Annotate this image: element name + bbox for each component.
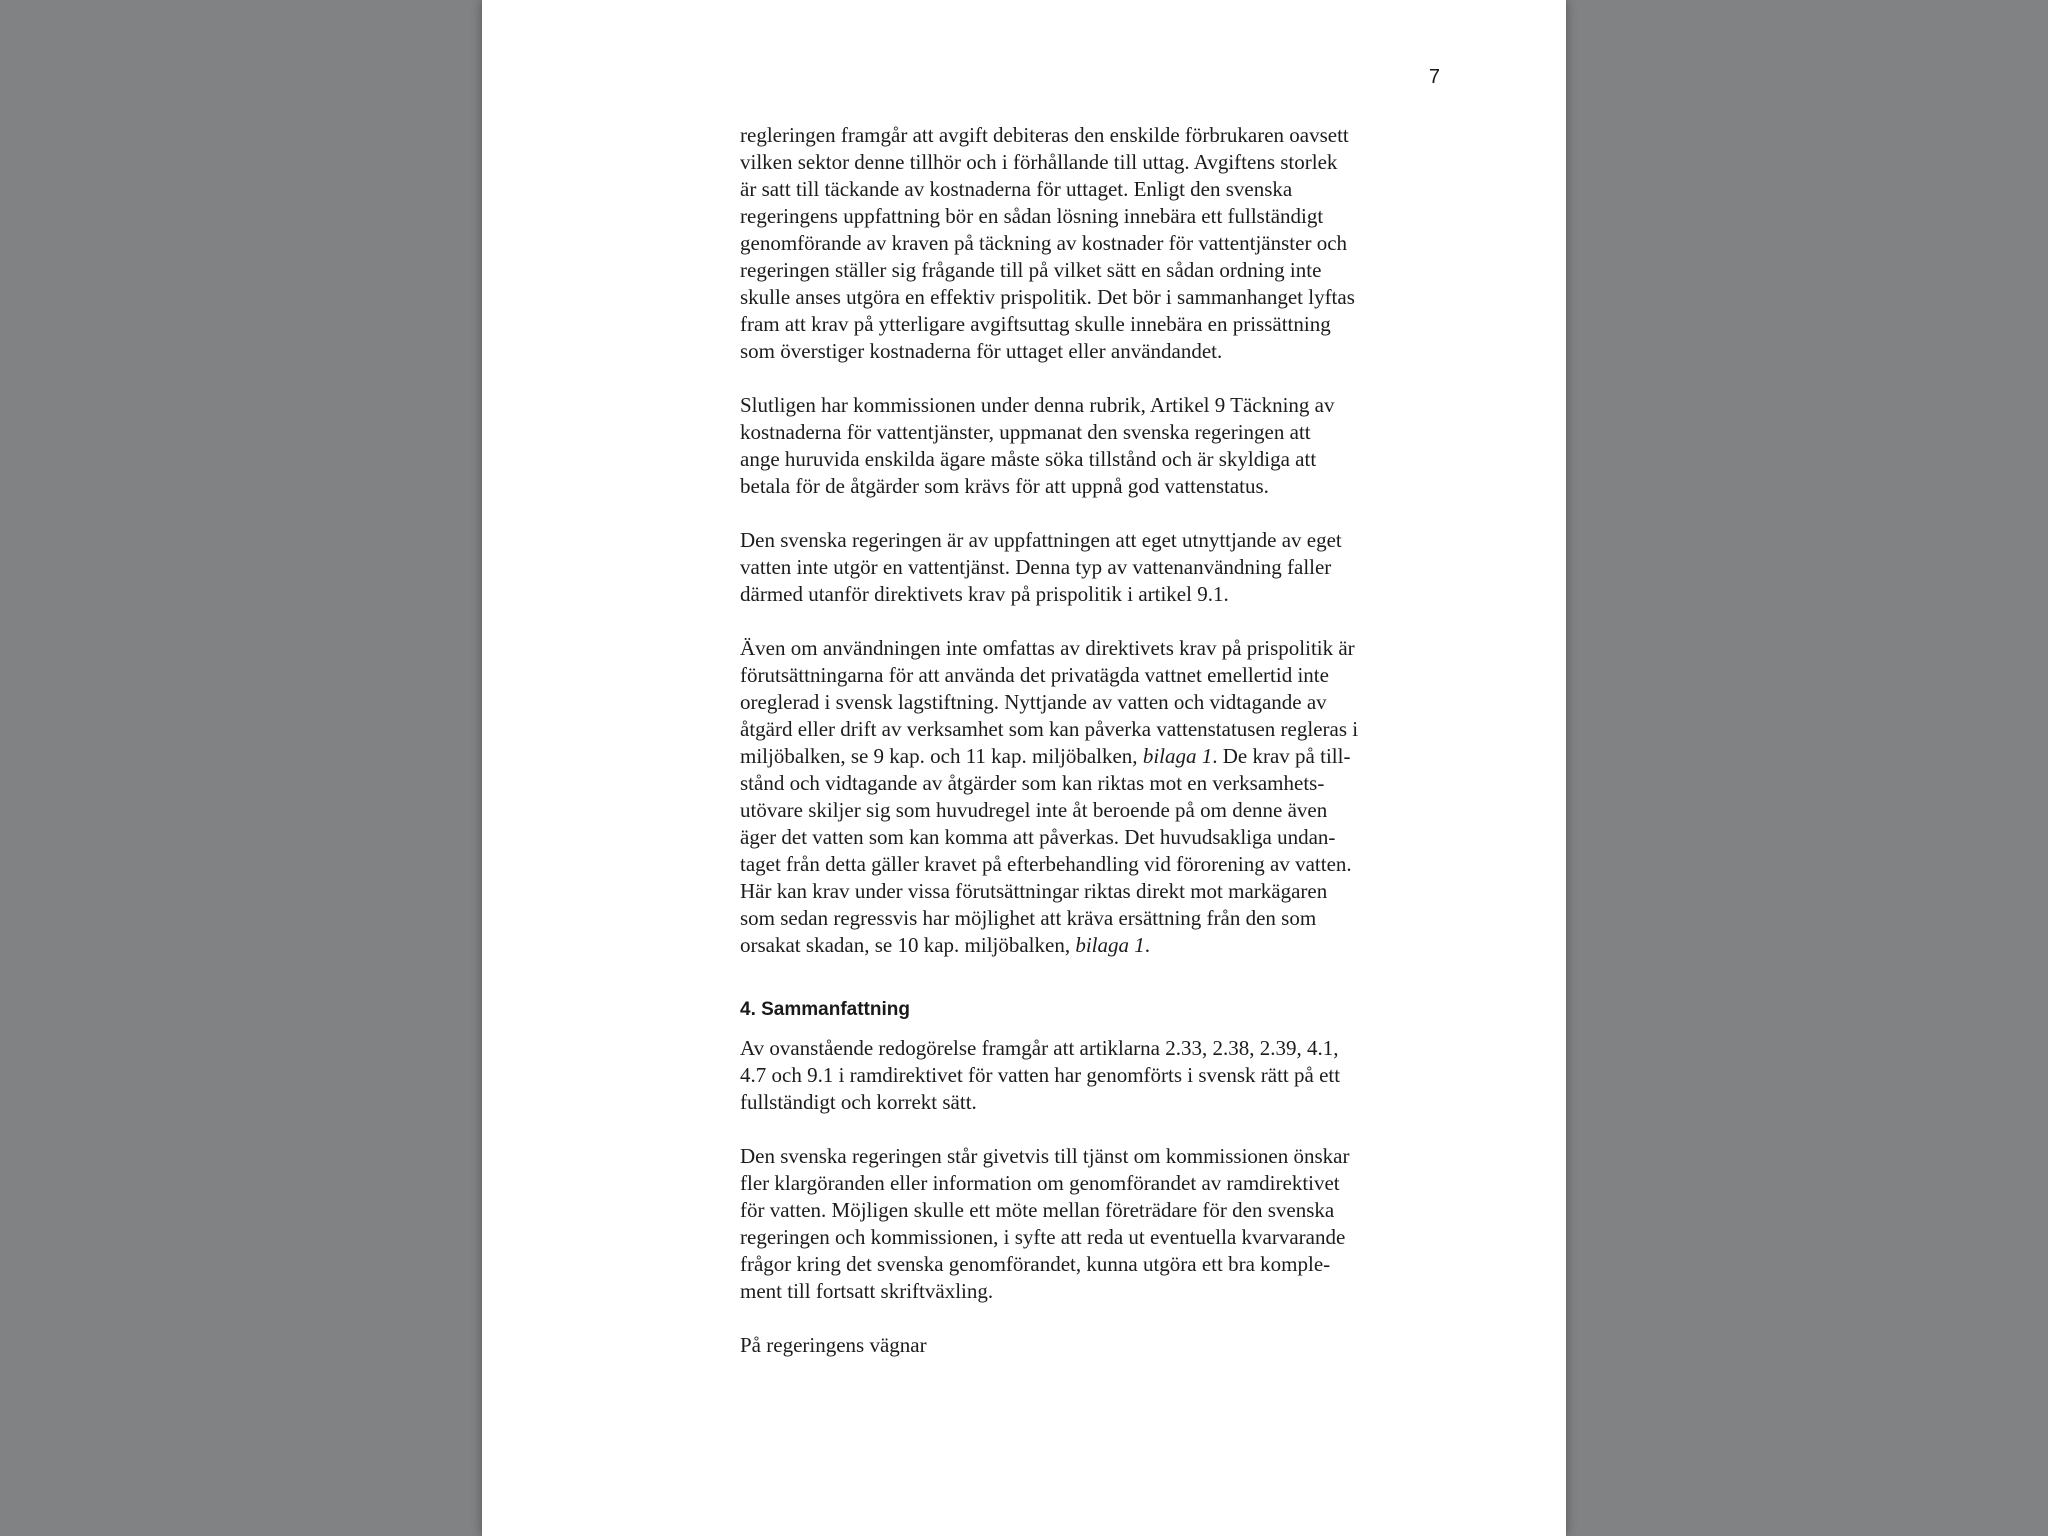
text-line: förutsättningarna för att använda det privatägda vattnet emellertid inte [740, 663, 1329, 687]
text-line: Slutligen har kommissionen under denna rubrik, Artikel 9 Täckning av [740, 393, 1335, 417]
text-fragment: . [1144, 933, 1151, 957]
text-line: oreglerad i svensk lagstiftning. Nyttjande av vatten och vidtagande av [740, 690, 1327, 714]
page-number: 7 [1428, 66, 1440, 88]
text-line: fullständigt och korrekt sätt. [740, 1090, 977, 1114]
reference-bilaga: bilaga 1 [1075, 933, 1145, 957]
summary-paragraph-2 [740, 1143, 1440, 1305]
text-line: som sedan regressvis har möjlighet att kräva ersättning från den som [740, 906, 1317, 930]
closing-line [740, 1332, 1440, 1359]
text-line: taget från detta gäller kravet på efterbehandling vid förorening av vatten. [740, 852, 1352, 876]
text-line: som överstiger kostnaderna för uttaget eller användandet. [740, 339, 1223, 363]
text-line: för vatten. Möjligen skulle ett möte mellan företrädare för den svenska [740, 1198, 1335, 1222]
page-content [740, 122, 1440, 1386]
text-line: fram att krav på ytterligare avgiftsuttag skulle innebära en prissättning [740, 312, 1331, 336]
text-line: Av ovanstående redogörelse framgår att artiklarna 2.33, 2.38, 2.39, 4.1, [740, 1036, 1339, 1060]
text-line: åtgärd eller drift av verksamhet som kan påverka vattenstatusen regleras i [740, 717, 1359, 741]
text-line: regeringens uppfattning bör en sådan lösning innebära ett fullständigt [740, 204, 1324, 228]
section-heading: 4. Sammanfattning [740, 999, 910, 1020]
text-line: kostnaderna för vattentjänster, uppmanat den svenska regeringen att [740, 420, 1311, 444]
summary-paragraph-1 [740, 1035, 1440, 1116]
text-line: är satt till täckande av kostnaderna för uttaget. Enligt den svenska [740, 177, 1293, 201]
text-line: utövare skiljer sig som huvudregel inte åt beroende på om denne även [740, 798, 1328, 822]
text-line: Den svenska regeringen är av uppfattningen att eget utnyttjande av eget [740, 528, 1342, 552]
reference-bilaga: bilaga 1 [1142, 744, 1213, 768]
text-line: frågor kring det svenska genomförandet, kunna utgöra ett bra komple- [740, 1252, 1331, 1276]
text-line: därmed utanför direktivets krav på prispolitik i artikel 9.1. [740, 582, 1229, 606]
document-page [482, 0, 1566, 1536]
text-line: regleringen framgår att avgift debiteras den enskilde förbrukaren oavsett [740, 123, 1349, 147]
text-line: vatten inte utgör en vattentjänst. Denna typ av vattenanvändning faller [740, 555, 1332, 579]
paragraph-1 [740, 122, 1440, 365]
text-line: På regeringens vägnar [740, 1333, 927, 1357]
text-line: stånd och vidtagande av åtgärder som kan riktas mot en verksamhets- [740, 771, 1325, 795]
text-line: fler klargöranden eller information om genomförandet av ramdirektivet [740, 1171, 1340, 1195]
text-line: betala för de åtgärder som krävs för att uppnå god vattenstatus. [740, 474, 1269, 498]
text-line: ment till fortsatt skriftväxling. [740, 1279, 994, 1303]
text-line [740, 743, 1440, 770]
text-fragment: miljöbalken, se 9 kap. och 11 kap. miljöbalken, [740, 744, 1143, 768]
text-line: ange huruvida enskilda ägare måste söka tillstånd och är skyldiga att [740, 447, 1317, 471]
text-line [740, 932, 1440, 959]
text-line: genomförande av kraven på täckning av kostnader för vattentjänster och [740, 231, 1348, 255]
text-line: äger det vatten som kan komma att påverkas. Det huvudsakliga undan- [740, 825, 1336, 849]
text-line: Här kan krav under vissa förutsättningar riktas direkt mot markägaren [740, 879, 1328, 903]
text-line: regeringen och kommissionen, i syfte att reda ut eventuella kvarvarande [740, 1225, 1346, 1249]
text-fragment: orsakat skadan, se 10 kap. miljöbalken, [740, 933, 1076, 957]
text-line: 4.7 och 9.1 i ramdirektivet för vatten har genomförts i svensk rätt på ett [740, 1063, 1341, 1087]
text-line: Även om användningen inte omfattas av direktivets krav på prispolitik är [740, 636, 1355, 660]
text-line: vilken sektor denne tillhör och i förhållande till uttag. Avgiftens storlek [740, 150, 1338, 174]
text-fragment: . De krav på till- [1212, 744, 1351, 768]
text-line: skulle anses utgöra en effektiv prispolitik. Det bör i sammanhanget lyftas [740, 285, 1355, 309]
text-line: regeringen ställer sig frågande till på vilket sätt en sådan ordning inte [740, 258, 1322, 282]
paragraph-3 [740, 527, 1440, 608]
text-line: Den svenska regeringen står givetvis till tjänst om kommissionen önskar [740, 1144, 1350, 1168]
paragraph-4 [740, 635, 1440, 959]
paragraph-2 [740, 392, 1440, 500]
